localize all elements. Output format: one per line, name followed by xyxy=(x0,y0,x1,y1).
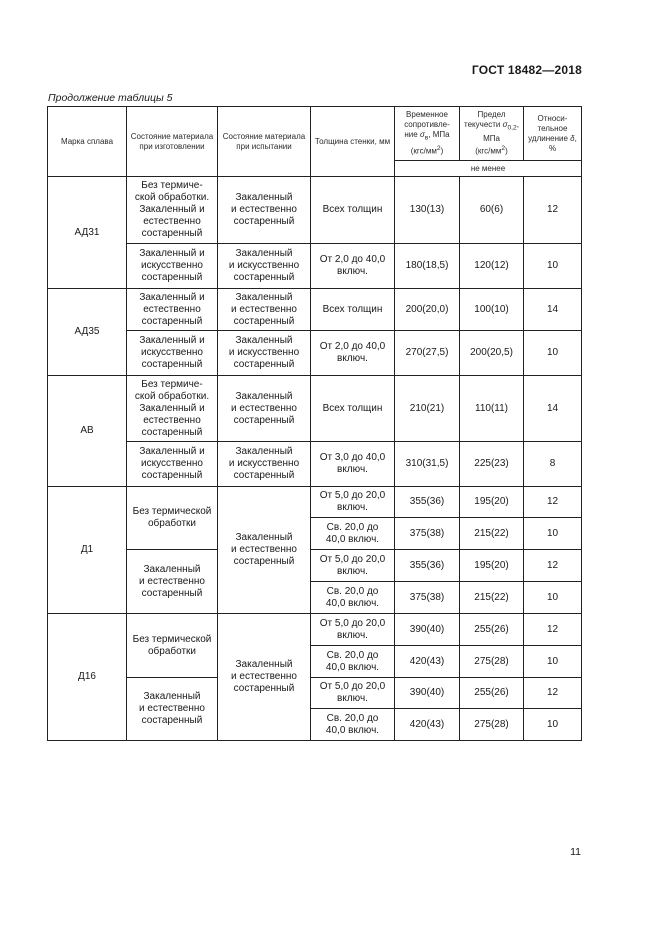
cell-otn: 14 xyxy=(524,289,582,331)
table-row xyxy=(48,331,582,376)
header-vrem-close: ) xyxy=(440,146,444,156)
header-vrem-subscript: в xyxy=(424,134,429,142)
header-pred-kgs: (кгс/мм xyxy=(475,146,502,156)
cell-vrem: 390(40) xyxy=(395,678,460,709)
cell-sost-izg: Без термиче- ской обработки. Закаленный и естественно состаренный xyxy=(127,177,218,244)
properties-table xyxy=(47,106,582,741)
cell-sost-izg: Закаленный и естественно состаренный xyxy=(127,678,218,741)
cell-vrem: 200(20,0) xyxy=(395,289,460,331)
cell-sost-izg: Закаленный и искусственно состаренный xyxy=(127,244,218,289)
cell-pred: 255(26) xyxy=(460,614,524,646)
header-vrem-text: Временное сопротивле- ние xyxy=(404,110,450,140)
sigma-symbol: σ xyxy=(502,120,508,130)
cell-sost-izg: Закаленный и естественно состаренный xyxy=(127,550,218,614)
cell-tolshina: От 2,0 до 40,0 включ. xyxy=(311,331,395,376)
header-pred xyxy=(460,107,524,161)
header-otn-text: Относи- тельное удлинение xyxy=(528,113,571,143)
cell-vrem: 390(40) xyxy=(395,614,460,646)
cell-otn: 10 xyxy=(524,331,582,376)
delta-symbol: δ xyxy=(570,133,575,143)
cell-pred: 200(20,5) xyxy=(460,331,524,376)
header-otn xyxy=(524,107,582,161)
cell-pred: 100(10) xyxy=(460,289,524,331)
cell-pred: 255(26) xyxy=(460,678,524,709)
header-vrem xyxy=(395,107,460,161)
cell-sost-isp: Закаленный и естественно состаренный xyxy=(218,289,311,331)
header-vrem-kgs: (кгс/мм xyxy=(410,146,437,156)
alloy-grade: АД31 xyxy=(48,177,127,289)
cell-tolshina: Св. 20,0 до 40,0 включ. xyxy=(311,646,395,678)
cell-sost-isp: Закаленный и искусственно состаренный xyxy=(218,244,311,289)
header-pred-close: ) xyxy=(505,146,508,156)
cell-sost-isp: Закаленный и искусственно состаренный xyxy=(218,331,311,376)
cell-vrem: 375(38) xyxy=(395,518,460,550)
cell-pred: 275(28) xyxy=(460,646,524,678)
cell-sost-izg: Без термической обработки xyxy=(127,487,218,550)
header-pred-subscript: 0,2 xyxy=(507,124,517,132)
header-marka: Марка сплава xyxy=(48,107,127,177)
cell-tolshina: Всех толщин xyxy=(311,376,395,442)
cell-sost-izg: Без термиче- ской обработки. Закаленный и естественно состаренный xyxy=(127,376,218,442)
header-vrem-unit: , МПа xyxy=(428,130,450,140)
cell-sost-izg: Закаленный и искусственно состаренный xyxy=(127,331,218,376)
cell-sost-izg: Закаленный и естественно состаренный xyxy=(127,289,218,331)
cell-pred: 195(20) xyxy=(460,550,524,582)
cell-tolshina: От 5,0 до 20,0 включ. xyxy=(311,614,395,646)
header-tolshina: Толщина стенки, мм xyxy=(311,107,395,177)
cell-tolshina: Св. 20,0 до 40,0 включ. xyxy=(311,582,395,614)
cell-vrem: 130(13) xyxy=(395,177,460,244)
table-row xyxy=(48,177,582,244)
table-row xyxy=(48,678,582,709)
cell-vrem: 310(31,5) xyxy=(395,442,460,487)
cell-otn: 12 xyxy=(524,487,582,518)
table-row xyxy=(48,244,582,289)
table-row xyxy=(48,614,582,646)
cell-sost-isp: Закаленный и естественно состаренный xyxy=(218,376,311,442)
cell-tolshina: Св. 20,0 до 40,0 включ. xyxy=(311,709,395,741)
cell-vrem: 210(21) xyxy=(395,376,460,442)
cell-tolshina: Св. 20,0 до 40,0 включ. xyxy=(311,518,395,550)
header-vrem-sup: 2 xyxy=(436,144,441,152)
header-pred-text: Предел текучести xyxy=(464,110,506,130)
alloy-grade: АД35 xyxy=(48,289,127,376)
cell-pred: 195(20) xyxy=(460,487,524,518)
cell-otn: 10 xyxy=(524,709,582,741)
table-row xyxy=(48,550,582,582)
table-row xyxy=(48,442,582,487)
cell-sost-isp: Закаленный и естественно состаренный xyxy=(218,487,311,614)
cell-tolshina: От 2,0 до 40,0 включ. xyxy=(311,244,395,289)
cell-otn: 12 xyxy=(524,678,582,709)
cell-tolshina: Всех толщин xyxy=(311,289,395,331)
cell-vrem: 375(38) xyxy=(395,582,460,614)
header-sost-isp: Состояние материала при испытании xyxy=(218,107,311,177)
cell-tolshina: От 5,0 до 20,0 включ. xyxy=(311,487,395,518)
cell-otn: 12 xyxy=(524,550,582,582)
alloy-grade: Д16 xyxy=(48,614,127,741)
cell-tolshina: От 5,0 до 20,0 включ. xyxy=(311,550,395,582)
cell-pred: 60(6) xyxy=(460,177,524,244)
header-pred-unit: , МПа xyxy=(483,120,519,143)
table-row xyxy=(48,376,582,442)
cell-pred: 225(23) xyxy=(460,442,524,487)
cell-pred: 120(12) xyxy=(460,244,524,289)
cell-vrem: 180(18,5) xyxy=(395,244,460,289)
page-number: 11 xyxy=(570,846,581,858)
cell-tolshina: От 3,0 до 40,0 включ. xyxy=(311,442,395,487)
cell-pred: 275(28) xyxy=(460,709,524,741)
table-row xyxy=(48,487,582,518)
cell-otn: 10 xyxy=(524,646,582,678)
cell-tolshina: От 5,0 до 20,0 включ. xyxy=(311,678,395,709)
cell-sost-isp: Закаленный и искусственно состаренный xyxy=(218,442,311,487)
cell-vrem: 355(36) xyxy=(395,487,460,518)
cell-otn: 14 xyxy=(524,376,582,442)
header-pred-sup: 2 xyxy=(501,144,506,152)
cell-vrem: 420(43) xyxy=(395,709,460,741)
cell-sost-izg: Без термической обработки xyxy=(127,614,218,678)
alloy-grade: Д1 xyxy=(48,487,127,614)
cell-pred: 215(22) xyxy=(460,518,524,550)
cell-vrem: 420(43) xyxy=(395,646,460,678)
cell-otn: 12 xyxy=(524,614,582,646)
cell-vrem: 270(27,5) xyxy=(395,331,460,376)
cell-otn: 10 xyxy=(524,582,582,614)
alloy-grade: АВ xyxy=(48,376,127,487)
header-ne-menee: не менее xyxy=(395,161,582,177)
cell-vrem: 355(36) xyxy=(395,550,460,582)
cell-sost-izg: Закаленный и искусственно состаренный xyxy=(127,442,218,487)
cell-pred: 110(11) xyxy=(460,376,524,442)
cell-otn: 10 xyxy=(524,244,582,289)
cell-otn: 10 xyxy=(524,518,582,550)
cell-sost-isp: Закаленный и естественно состаренный xyxy=(218,177,311,244)
header-sost-izg: Состояние материала при изготовлении xyxy=(127,107,218,177)
cell-tolshina: Всех толщин xyxy=(311,177,395,244)
sigma-symbol: σ xyxy=(419,130,425,140)
cell-otn: 12 xyxy=(524,177,582,244)
table-row xyxy=(48,289,582,331)
cell-sost-isp: Закаленный и естественно состаренный xyxy=(218,614,311,741)
document-code: ГОСТ 18482—2018 xyxy=(471,63,582,77)
cell-otn: 8 xyxy=(524,442,582,487)
cell-pred: 215(22) xyxy=(460,582,524,614)
header-otn-unit: , % xyxy=(548,133,577,153)
table-caption: Продолжение таблицы 5 xyxy=(48,92,173,104)
